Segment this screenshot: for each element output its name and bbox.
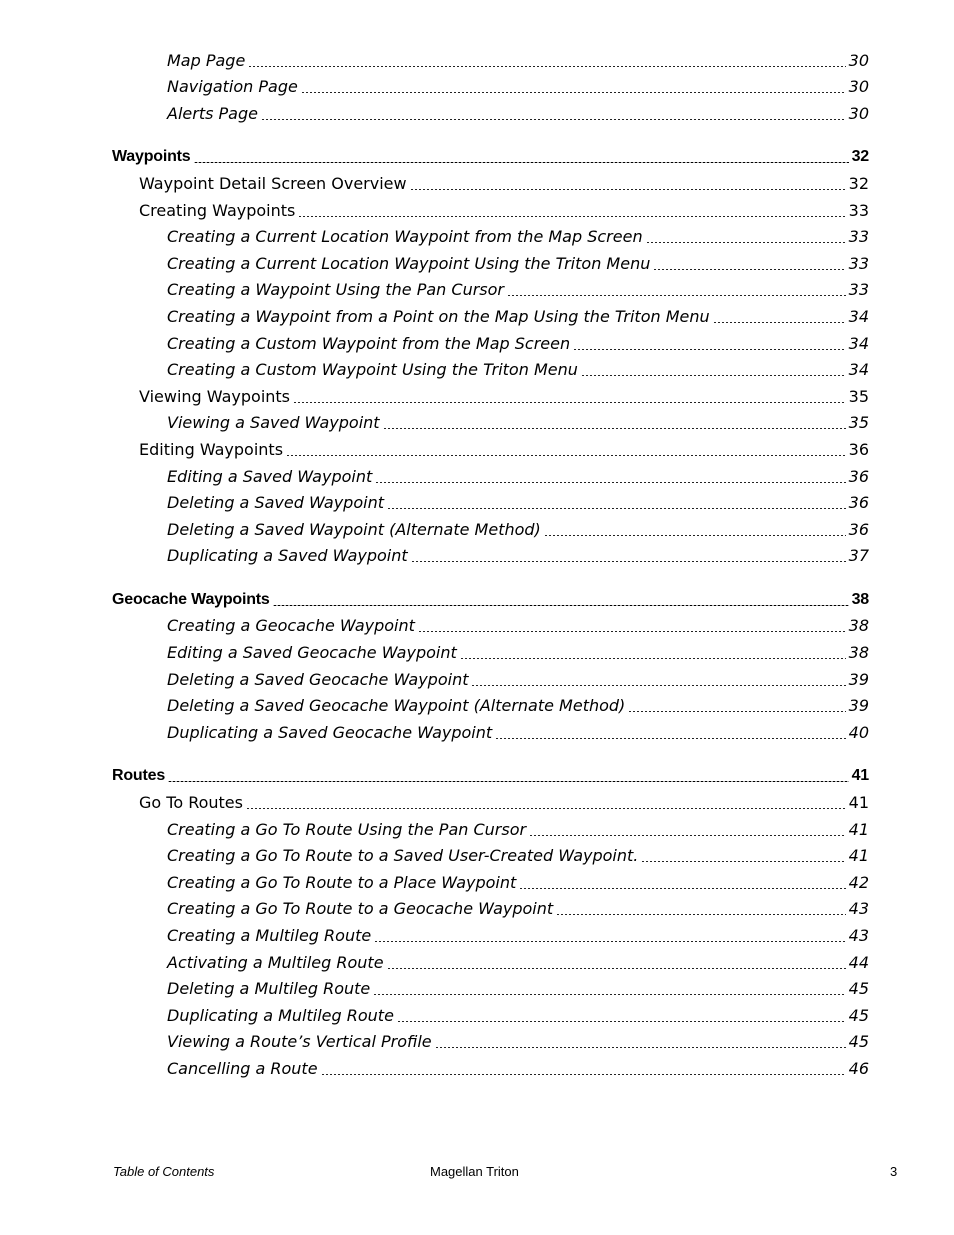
toc-topic-entry[interactable] bbox=[167, 870, 869, 897]
toc-topic-entry[interactable] bbox=[167, 48, 869, 75]
toc-entry-title: Go To Routes bbox=[139, 793, 246, 813]
dot-leader bbox=[641, 861, 845, 862]
toc-entry-page-number: 38 bbox=[846, 643, 869, 663]
toc-topic-entry[interactable] bbox=[167, 304, 869, 331]
toc-entry-title: Creating a Go To Route Using the Pan Cursor bbox=[167, 820, 529, 840]
dot-leader bbox=[261, 119, 846, 120]
toc-entry-page-number: 35 bbox=[846, 413, 869, 433]
toc-entry-page-number: 45 bbox=[846, 1032, 869, 1052]
toc-entry-page-number: 37 bbox=[846, 546, 869, 566]
toc-topic-entry[interactable] bbox=[167, 225, 869, 252]
toc-subsection-entry[interactable] bbox=[139, 171, 869, 198]
toc-entry-page-number: 36 bbox=[846, 467, 869, 487]
dot-leader bbox=[301, 92, 846, 93]
toc-entry-page-number: 46 bbox=[846, 1059, 869, 1079]
dot-leader bbox=[544, 535, 846, 536]
toc-entry-title: Creating a Current Location Waypoint Using the Triton Menu bbox=[167, 254, 653, 274]
dot-leader bbox=[556, 914, 845, 915]
toc-topic-entry[interactable] bbox=[167, 411, 869, 438]
toc-entry-title: Editing a Saved Geocache Waypoint bbox=[167, 643, 460, 663]
toc-entry-page-number: 43 bbox=[846, 899, 869, 919]
footer-section-title: Table of Contents bbox=[113, 1164, 215, 1179]
dot-leader bbox=[519, 888, 845, 889]
toc-entry-page-number: 33 bbox=[846, 227, 869, 247]
toc-entry-page-number: 34 bbox=[846, 360, 869, 380]
toc-entry-page-number: 32 bbox=[846, 174, 869, 194]
dot-leader bbox=[194, 162, 849, 163]
toc-entry-page-number: 34 bbox=[846, 307, 869, 327]
toc-entry-title: Cancelling a Route bbox=[167, 1059, 321, 1079]
toc-entry-page-number: 45 bbox=[846, 979, 869, 999]
dot-leader bbox=[573, 349, 846, 350]
toc-entry-title: Routes bbox=[112, 766, 168, 786]
dot-leader bbox=[293, 402, 846, 403]
toc-entry-page-number: 41 bbox=[846, 846, 869, 866]
toc-entry-title: Waypoint Detail Screen Overview bbox=[139, 174, 410, 194]
toc-entry-page-number: 38 bbox=[846, 616, 869, 636]
toc-topic-entry[interactable] bbox=[167, 897, 869, 924]
toc-subsection-entry[interactable] bbox=[139, 384, 869, 411]
toc-topic-entry[interactable] bbox=[167, 667, 869, 694]
toc-section-entry[interactable] bbox=[112, 145, 869, 172]
toc-entry-title: Viewing Waypoints bbox=[139, 387, 293, 407]
toc-entry-page-number: 32 bbox=[849, 147, 869, 167]
toc-entry-title: Creating Waypoints bbox=[139, 201, 298, 221]
toc-entry-page-number: 41 bbox=[849, 766, 869, 786]
toc-topic-entry[interactable] bbox=[167, 923, 869, 950]
dot-leader bbox=[507, 295, 846, 296]
toc-entry-title: Creating a Waypoint from a Point on the Map Using the Triton Menu bbox=[167, 307, 713, 327]
toc-entry-title: Creating a Go To Route to a Geocache Waypoint bbox=[167, 899, 556, 919]
toc-entry-page-number: 33 bbox=[846, 201, 869, 221]
toc-entry-title: Creating a Current Location Waypoint from the Map Screen bbox=[167, 227, 646, 247]
toc-topic-entry[interactable] bbox=[167, 464, 869, 491]
dot-leader bbox=[411, 561, 846, 562]
toc-topic-entry[interactable] bbox=[167, 1003, 869, 1030]
toc-entry-page-number: 38 bbox=[849, 590, 869, 610]
toc-subsection-entry[interactable] bbox=[139, 790, 869, 817]
dot-leader bbox=[646, 242, 846, 243]
dot-leader bbox=[397, 1021, 846, 1022]
toc-topic-entry[interactable] bbox=[167, 817, 869, 844]
toc-entry-title: Navigation Page bbox=[167, 77, 301, 97]
toc-entry-page-number: 36 bbox=[846, 440, 869, 460]
toc-entry-page-number: 30 bbox=[846, 51, 869, 71]
toc-entry-title: Deleting a Saved Waypoint (Alternate Method) bbox=[167, 520, 544, 540]
dot-leader bbox=[248, 66, 845, 67]
toc-entry-title: Creating a Multileg Route bbox=[167, 926, 374, 946]
toc-topic-entry[interactable] bbox=[167, 614, 869, 641]
footer-page-number: 3 bbox=[890, 1164, 898, 1179]
dot-leader bbox=[387, 968, 846, 969]
dot-leader bbox=[246, 808, 846, 809]
dot-leader bbox=[375, 482, 845, 483]
toc-topic-entry[interactable] bbox=[167, 694, 869, 721]
toc-entry-title: Creating a Go To Route to a Saved User-Created Waypoint. bbox=[167, 846, 641, 866]
toc-entry-title: Deleting a Saved Geocache Waypoint (Alternate Method) bbox=[167, 696, 628, 716]
dot-leader bbox=[495, 738, 846, 739]
dot-leader bbox=[410, 189, 846, 190]
toc-topic-entry[interactable] bbox=[167, 1030, 869, 1057]
toc-entry-title: Duplicating a Multileg Route bbox=[167, 1006, 397, 1026]
toc-entry-page-number: 40 bbox=[846, 723, 869, 743]
toc-topic-entry[interactable] bbox=[167, 720, 869, 747]
toc-entry-page-number: 43 bbox=[846, 926, 869, 946]
toc-entry-title: Map Page bbox=[167, 51, 248, 71]
dot-leader bbox=[373, 994, 845, 995]
toc-entry-title: Viewing a Saved Waypoint bbox=[167, 413, 383, 433]
toc-entry-page-number: 39 bbox=[846, 696, 869, 716]
dot-leader bbox=[471, 685, 845, 686]
toc-topic-entry[interactable] bbox=[167, 1056, 869, 1083]
toc-entry-page-number: 44 bbox=[846, 953, 869, 973]
page-footer bbox=[0, 1160, 954, 1184]
toc-topic-entry[interactable] bbox=[167, 517, 869, 544]
table-of-contents bbox=[0, 48, 954, 1083]
dot-leader bbox=[653, 269, 845, 270]
toc-section-entry[interactable] bbox=[112, 587, 869, 614]
toc-entry-page-number: 33 bbox=[846, 254, 869, 274]
toc-entry-title: Activating a Multileg Route bbox=[167, 953, 387, 973]
toc-entry-title: Creating a Custom Waypoint Using the Triton Menu bbox=[167, 360, 581, 380]
dot-leader bbox=[168, 781, 849, 782]
toc-entry-page-number: 41 bbox=[846, 793, 869, 813]
toc-subsection-entry[interactable] bbox=[139, 437, 869, 464]
toc-entry-title: Creating a Geocache Waypoint bbox=[167, 616, 418, 636]
toc-entry-title: Geocache Waypoints bbox=[112, 590, 273, 610]
dot-leader bbox=[286, 455, 846, 456]
toc-topic-entry[interactable] bbox=[167, 950, 869, 977]
toc-entry-page-number: 33 bbox=[846, 280, 869, 300]
toc-entry-page-number: 42 bbox=[846, 873, 869, 893]
toc-entry-title: Duplicating a Saved Geocache Waypoint bbox=[167, 723, 495, 743]
toc-topic-entry[interactable] bbox=[167, 75, 869, 102]
toc-entry-page-number: 41 bbox=[846, 820, 869, 840]
toc-entry-page-number: 30 bbox=[846, 104, 869, 124]
toc-entry-title: Alerts Page bbox=[167, 104, 261, 124]
toc-topic-entry[interactable] bbox=[167, 251, 869, 278]
footer-product-name: Magellan Triton bbox=[430, 1164, 519, 1179]
toc-subsection-entry[interactable] bbox=[139, 198, 869, 225]
toc-entry-title: Deleting a Saved Waypoint bbox=[167, 493, 387, 513]
toc-entry-title: Editing a Saved Waypoint bbox=[167, 467, 375, 487]
dot-leader bbox=[529, 835, 846, 836]
dot-leader bbox=[713, 322, 846, 323]
toc-topic-entry[interactable] bbox=[167, 491, 869, 518]
toc-section-entry[interactable] bbox=[112, 764, 869, 791]
toc-entry-title: Duplicating a Saved Waypoint bbox=[167, 546, 411, 566]
toc-entry-title: Waypoints bbox=[112, 147, 194, 167]
toc-entry-page-number: 45 bbox=[846, 1006, 869, 1026]
toc-entry-title: Creating a Waypoint Using the Pan Cursor bbox=[167, 280, 507, 300]
toc-entry-page-number: 36 bbox=[846, 520, 869, 540]
dot-leader bbox=[321, 1074, 846, 1075]
dot-leader bbox=[298, 216, 845, 217]
toc-entry-page-number: 34 bbox=[846, 334, 869, 354]
toc-entry-page-number: 36 bbox=[846, 493, 869, 513]
toc-entry-title: Deleting a Multileg Route bbox=[167, 979, 373, 999]
toc-topic-entry[interactable] bbox=[167, 640, 869, 667]
toc-entry-title: Creating a Custom Waypoint from the Map Screen bbox=[167, 334, 573, 354]
toc-entry-page-number: 39 bbox=[846, 670, 869, 690]
toc-entry-title: Deleting a Saved Geocache Waypoint bbox=[167, 670, 471, 690]
toc-topic-entry[interactable] bbox=[167, 977, 869, 1004]
dot-leader bbox=[581, 375, 846, 376]
toc-topic-entry[interactable] bbox=[167, 278, 869, 305]
toc-entry-title: Viewing a Route’s Vertical Profile bbox=[167, 1032, 435, 1052]
dot-leader bbox=[374, 941, 845, 942]
dot-leader bbox=[383, 428, 846, 429]
toc-topic-entry[interactable] bbox=[167, 331, 869, 358]
dot-leader bbox=[435, 1047, 846, 1048]
toc-topic-entry[interactable] bbox=[167, 844, 869, 871]
dot-leader bbox=[273, 605, 849, 606]
dot-leader bbox=[418, 631, 846, 632]
toc-topic-entry[interactable] bbox=[167, 101, 869, 128]
toc-entry-title: Creating a Go To Route to a Place Waypoint bbox=[167, 873, 519, 893]
dot-leader bbox=[387, 508, 846, 509]
toc-topic-entry[interactable] bbox=[167, 544, 869, 571]
dot-leader bbox=[628, 711, 845, 712]
dot-leader bbox=[460, 658, 846, 659]
toc-entry-page-number: 30 bbox=[846, 77, 869, 97]
toc-entry-title: Editing Waypoints bbox=[139, 440, 286, 460]
toc-topic-entry[interactable] bbox=[167, 358, 869, 385]
toc-entry-page-number: 35 bbox=[846, 387, 869, 407]
